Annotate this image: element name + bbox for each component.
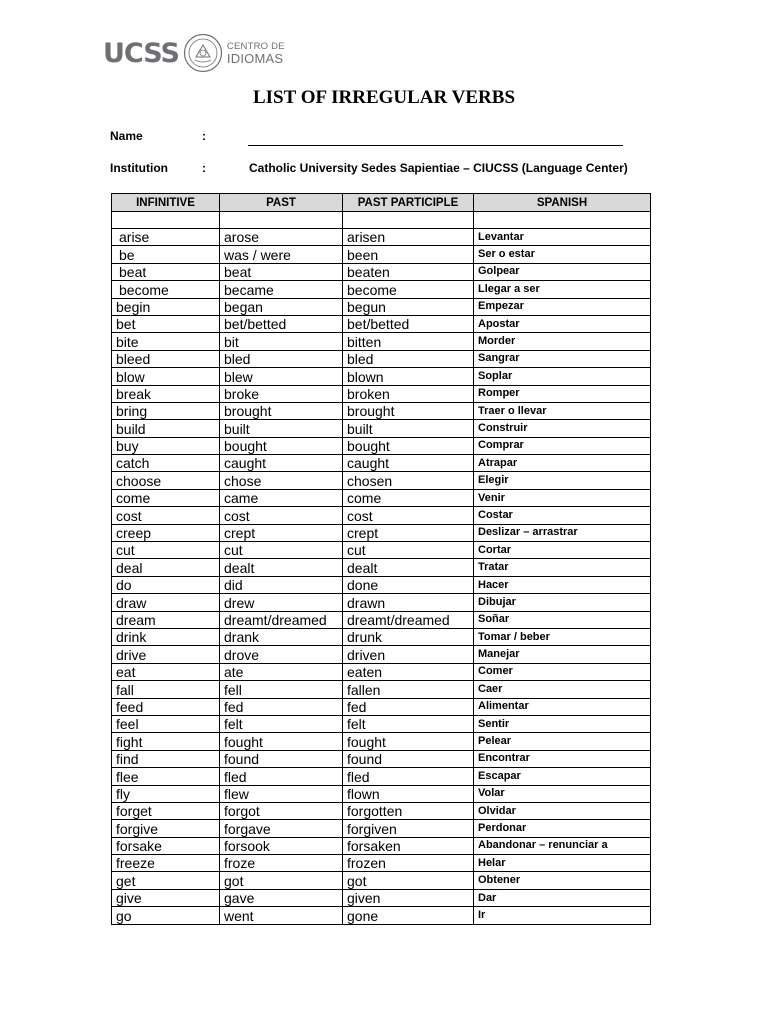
table-row [112,715,651,732]
spanish-cell: Cortar [474,542,651,559]
institution-value: Catholic University Sedes Sapientiae – CIUCSS (Language Center) [249,161,628,175]
table-row [112,350,651,367]
infinitive-cell: fly [112,785,220,802]
past-participle-cell: broken [343,385,474,402]
past-cell: found [220,750,343,767]
past-cell: arose [220,229,343,246]
past-cell: flew [220,785,343,802]
table-row [112,298,651,315]
past-cell: forgave [220,820,343,837]
spanish-cell: Soplar [474,368,651,385]
infinitive-cell: drive [112,646,220,663]
spanish-cell: Escapar [474,768,651,785]
infinitive-cell: drink [112,628,220,645]
past-cell: bled [220,350,343,367]
spanish-cell: Llegar a ser [474,281,651,298]
table-header-row [112,194,651,212]
past-cell: dreamt/dreamed [220,611,343,628]
infinitive-cell: find [112,750,220,767]
empty-cell [220,212,343,229]
name-field [110,129,206,143]
table-row [112,820,651,837]
table-row [112,559,651,576]
past-cell: felt [220,715,343,732]
spanish-cell: Ser o estar [474,246,651,263]
spanish-cell: Encontrar [474,750,651,767]
table-row [112,489,651,506]
past-participle-cell: bet/betted [343,315,474,332]
table-row [112,802,651,819]
table-row [112,611,651,628]
past-cell: drank [220,628,343,645]
past-cell: began [220,298,343,315]
spanish-cell: Elegir [474,472,651,489]
spanish-cell: Sangrar [474,350,651,367]
table-row [112,507,651,524]
past-participle-cell: become [343,281,474,298]
table-row [112,889,651,906]
spanish-cell: Dar [474,889,651,906]
spanish-cell: Ir [474,907,651,924]
spanish-cell: Olvidar [474,802,651,819]
past-cell: drove [220,646,343,663]
past-cell: cost [220,507,343,524]
past-cell: went [220,907,343,924]
spanish-cell: Alimentar [474,698,651,715]
past-cell: did [220,576,343,593]
infinitive-cell: come [112,489,220,506]
table-row [112,315,651,332]
infinitive-cell: begin [112,298,220,315]
infinitive-cell: forget [112,802,220,819]
spanish-cell: Comprar [474,437,651,454]
spanish-cell: Pelear [474,733,651,750]
page-title: LIST OF IRREGULAR VERBS [252,87,516,108]
spanish-cell: Perdonar [474,820,651,837]
table-row [112,768,651,785]
table-row [112,733,651,750]
infinitive-cell: give [112,889,220,906]
past-cell: fed [220,698,343,715]
infinitive-cell: bet [112,315,220,332]
past-participle-cell: fought [343,733,474,750]
ucss-logo [103,33,285,73]
table-row [112,785,651,802]
spanish-cell: Caer [474,681,651,698]
past-cell: cut [220,542,343,559]
past-participle-cell: crept [343,524,474,541]
spanish-cell: Sentir [474,715,651,732]
past-cell: fell [220,681,343,698]
past-cell: forgot [220,802,343,819]
past-participle-cell: given [343,889,474,906]
infinitive-cell: choose [112,472,220,489]
infinitive-cell: build [112,420,220,437]
past-participle-cell: been [343,246,474,263]
past-participle-cell: eaten [343,663,474,680]
table-row [112,542,651,559]
spanish-cell: Golpear [474,263,651,280]
table-row [112,872,651,889]
spanish-cell: Apostar [474,315,651,332]
infinitive-cell: fall [112,681,220,698]
spanish-cell: Obtener [474,872,651,889]
past-cell: caught [220,455,343,472]
infinitive-cell: eat [112,663,220,680]
past-participle-cell: felt [343,715,474,732]
infinitive-cell: draw [112,594,220,611]
past-participle-cell: drunk [343,628,474,645]
infinitive-cell: deal [112,559,220,576]
past-participle-cell: arisen [343,229,474,246]
name-blank-line[interactable] [248,145,623,146]
header-spanish: SPANISH [474,194,651,212]
infinitive-cell: cut [112,542,220,559]
table-row [112,681,651,698]
logo-sub-line2: IDIOMAS [226,50,284,66]
infinitive-cell: flee [112,768,220,785]
table-row [112,524,651,541]
past-participle-cell: beaten [343,263,474,280]
empty-row [112,212,651,229]
table-row [112,437,651,454]
past-cell: broke [220,385,343,402]
infinitive-cell: forsake [112,837,220,854]
table-row [112,229,651,246]
table-row [112,907,651,924]
infinitive-cell: dream [112,611,220,628]
past-participle-cell: forgiven [343,820,474,837]
past-cell: forsook [220,837,343,854]
spanish-cell: Abandonar – renunciar a [474,837,651,854]
past-cell: bought [220,437,343,454]
spanish-cell: Levantar [474,229,651,246]
past-cell: bit [220,333,343,350]
infinitive-cell: be [112,246,220,263]
name-colon: : [202,129,206,143]
spanish-cell: Tomar / beber [474,628,651,645]
infinitive-cell: catch [112,455,220,472]
spanish-cell: Comer [474,663,651,680]
infinitive-cell: buy [112,437,220,454]
past-cell: fled [220,768,343,785]
past-participle-cell: dreamt/dreamed [343,611,474,628]
past-participle-cell: fled [343,768,474,785]
past-participle-cell: fed [343,698,474,715]
table-row [112,663,651,680]
institution-field [110,161,628,175]
table-row [112,750,651,767]
past-participle-cell: flown [343,785,474,802]
spanish-cell: Traer o llevar [474,402,651,419]
spanish-cell: Atrapar [474,455,651,472]
institution-colon: : [202,161,206,175]
past-cell: beat [220,263,343,280]
past-participle-cell: cost [343,507,474,524]
infinitive-cell: do [112,576,220,593]
past-cell: ate [220,663,343,680]
spanish-cell: Venir [474,489,651,506]
spanish-cell: Soñar [474,611,651,628]
university-seal-icon [183,33,223,73]
past-cell: chose [220,472,343,489]
table-row [112,385,651,402]
spanish-cell: Empezar [474,298,651,315]
infinitive-cell: break [112,385,220,402]
infinitive-cell: forgive [112,820,220,837]
past-cell: became [220,281,343,298]
past-cell: gave [220,889,343,906]
past-participle-cell: bled [343,350,474,367]
spanish-cell: Construir [474,420,651,437]
logo-wordmark: UCSS [103,37,179,69]
past-participle-cell: fallen [343,681,474,698]
empty-cell [112,212,220,229]
past-cell: drew [220,594,343,611]
infinitive-cell: bleed [112,350,220,367]
past-participle-cell: dealt [343,559,474,576]
table-row [112,368,651,385]
header-past-participle: PAST PARTICIPLE [343,194,474,212]
table-row [112,855,651,872]
institution-label: Institution [110,161,168,175]
past-cell: was / were [220,246,343,263]
infinitive-cell: become [112,281,220,298]
spanish-cell: Helar [474,855,651,872]
table-row [112,628,651,645]
table-row [112,281,651,298]
table-row [112,576,651,593]
past-participle-cell: bitten [343,333,474,350]
infinitive-cell: go [112,907,220,924]
past-cell: built [220,420,343,437]
table-row [112,594,651,611]
header-infinitive: INFINITIVE [112,194,220,212]
past-cell: brought [220,402,343,419]
past-participle-cell: chosen [343,472,474,489]
past-participle-cell: got [343,872,474,889]
name-label: Name [110,129,143,143]
infinitive-cell: fight [112,733,220,750]
past-participle-cell: built [343,420,474,437]
past-cell: crept [220,524,343,541]
past-cell: came [220,489,343,506]
spanish-cell: Volar [474,785,651,802]
past-participle-cell: caught [343,455,474,472]
spanish-cell: Manejar [474,646,651,663]
past-participle-cell: driven [343,646,474,663]
infinitive-cell: get [112,872,220,889]
table-row [112,420,651,437]
past-cell: froze [220,855,343,872]
past-cell: bet/betted [220,315,343,332]
past-cell: fought [220,733,343,750]
infinitive-cell: freeze [112,855,220,872]
infinitive-cell: feel [112,715,220,732]
infinitive-cell: blow [112,368,220,385]
infinitive-cell: feed [112,698,220,715]
spanish-cell: Dibujar [474,594,651,611]
past-participle-cell: cut [343,542,474,559]
past-participle-cell: gone [343,907,474,924]
infinitive-cell: cost [112,507,220,524]
spanish-cell: Morder [474,333,651,350]
table-row [112,263,651,280]
table-row [112,472,651,489]
empty-cell [343,212,474,229]
spanish-cell: Tratar [474,559,651,576]
spanish-cell: Hacer [474,576,651,593]
infinitive-cell: bring [112,402,220,419]
table-row [112,333,651,350]
empty-cell [474,212,651,229]
infinitive-cell: beat [112,263,220,280]
past-participle-cell: brought [343,402,474,419]
past-cell: dealt [220,559,343,576]
past-participle-cell: done [343,576,474,593]
past-participle-cell: begun [343,298,474,315]
past-participle-cell: frozen [343,855,474,872]
past-participle-cell: forgotten [343,802,474,819]
past-participle-cell: blown [343,368,474,385]
past-participle-cell: forsaken [343,837,474,854]
past-participle-cell: come [343,489,474,506]
table-row [112,646,651,663]
table-row [112,698,651,715]
header-past: PAST [220,194,343,212]
past-participle-cell: found [343,750,474,767]
infinitive-cell: creep [112,524,220,541]
spanish-cell: Costar [474,507,651,524]
infinitive-cell: bite [112,333,220,350]
past-participle-cell: drawn [343,594,474,611]
infinitive-cell: arise [112,229,220,246]
table-row [112,837,651,854]
table-row [112,402,651,419]
logo-sub-line1: CENTRO DE [226,40,285,52]
past-participle-cell: bought [343,437,474,454]
past-cell: got [220,872,343,889]
irregular-verbs-table [111,193,651,925]
past-cell: blew [220,368,343,385]
table-row [112,246,651,263]
table-row [112,455,651,472]
spanish-cell: Deslizar – arrastrar [474,524,651,541]
spanish-cell: Romper [474,385,651,402]
logo-subtitle [227,42,285,65]
